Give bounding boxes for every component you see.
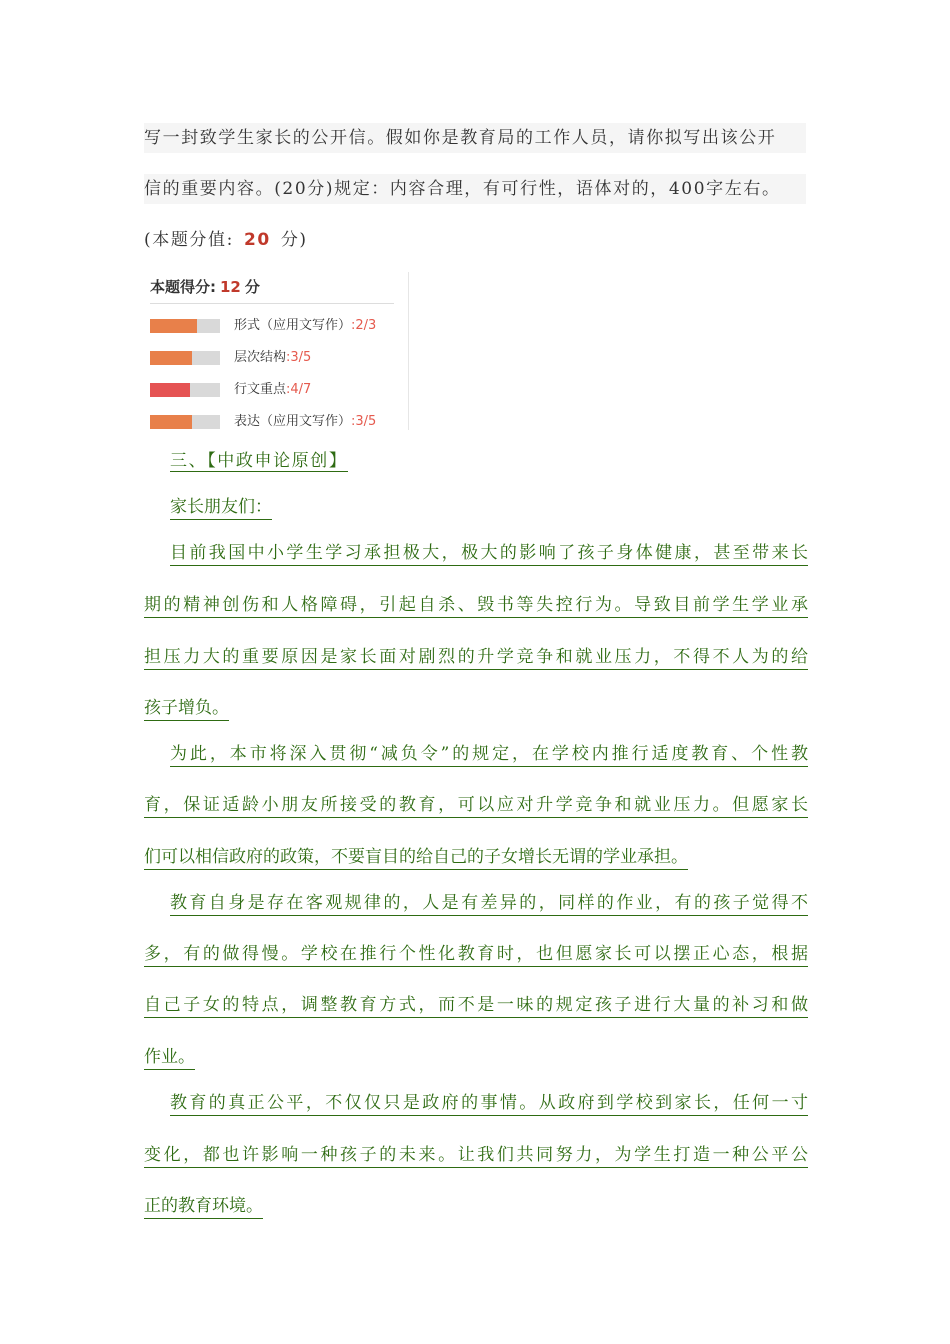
paragraph-line: [144, 590, 808, 620]
score-unit: 分): [280, 230, 308, 250]
paragraph-line: [144, 888, 808, 918]
criterion-name: 行文重点: [234, 382, 287, 397]
answer-heading: [170, 449, 348, 473]
line-text: 育，保证适龄小朋友所接受的教育，可以应对升学竞争和就业压力。但愿家长: [144, 795, 808, 818]
criterion-label: [234, 348, 311, 368]
criterion-score: :3/5: [286, 350, 312, 365]
salutation-text: 家长朋友们：: [170, 497, 272, 520]
line-text: 们可以相信政府的政策，不要盲目的给自己的子女增长无谓的学业承担。: [144, 847, 688, 870]
line-text: 教育的真正公平，不仅仅只是政府的事情。从政府到学校到家长，任何一寸: [170, 1093, 808, 1116]
criterion-row: [150, 380, 400, 400]
criterion-progress-bar: [150, 351, 220, 365]
line-text: 目前我国中小学生学习承担极大，极大的影响了孩子身体健康，甚至带来长: [170, 543, 808, 566]
criterion-label: [234, 380, 311, 400]
paragraph-line: [144, 939, 808, 969]
paragraph-line: [144, 538, 808, 568]
criterion-progress-fill: [150, 415, 192, 429]
obtained-score: 12: [220, 278, 241, 296]
criterion-name: 表达（应用文写作）: [234, 414, 352, 429]
criterion-progress-fill: [150, 383, 190, 397]
score-panel: [144, 272, 409, 430]
paragraph-line: [144, 790, 808, 820]
question-line-2: 信的重要内容。(20分)规定：内容合理，有可行性，语体对的，400字左右。: [144, 174, 806, 204]
question-line-1: 写一封致学生家长的公开信。假如你是教育局的工作人员，请你拟写出该公开: [144, 123, 806, 153]
score-title-label: 本题得分:: [150, 278, 216, 296]
line-text: 孩子增负。: [144, 698, 229, 721]
criterion-row: [150, 348, 400, 368]
criterion-progress-bar: [150, 383, 220, 397]
score-title-unit: 分: [244, 278, 260, 296]
line-text: 变化，都也许影响一种孩子的未来。让我们共同努力，为学生打造一种公平公: [144, 1145, 808, 1168]
criterion-name: 形式（应用文写作）: [234, 318, 352, 333]
score-label: (本题分值:: [144, 230, 234, 250]
paragraph-line: [144, 1191, 808, 1221]
line-text: 担压力大的重要原因是家长面对剧烈的升学竞争和就业压力，不得不人为的给: [144, 647, 808, 670]
score-divider: [150, 303, 394, 304]
paragraph-line: [144, 1140, 808, 1170]
question-score-line: [144, 225, 806, 255]
line-text: 作业。: [144, 1047, 195, 1070]
criterion-name: 层次结构: [234, 350, 287, 365]
paragraph-line: [144, 842, 808, 872]
line-text: 期的精神创伤和人格障碍，引起自杀、毁书等失控行为。导致目前学生学业承: [144, 595, 808, 618]
criterion-label: [234, 316, 376, 336]
paragraph-line: [144, 739, 808, 769]
criterion-score: :2/3: [351, 318, 377, 333]
criterion-progress-bar: [150, 319, 220, 333]
criterion-score: :3/5: [351, 414, 377, 429]
line-text: 为此，本市将深入贯彻“减负令”的规定，在学校内推行适度教育、个性教: [170, 744, 808, 767]
line-text: 自己子女的特点，调整教育方式，而不是一味的规定孩子进行大量的补习和做: [144, 995, 808, 1018]
score-value: 20: [243, 230, 271, 250]
line-text: 正的教育环境。: [144, 1196, 263, 1219]
criterion-row: [150, 412, 400, 432]
paragraph-line: [144, 990, 808, 1020]
criterion-progress-fill: [150, 319, 197, 333]
criterion-progress-bar: [150, 415, 220, 429]
criterion-row: [150, 316, 400, 336]
criterion-label: [234, 412, 376, 432]
paragraph-line: [144, 1088, 808, 1118]
answer-heading-text: 三、【中政申论原创】: [170, 451, 348, 471]
paragraph-line: [144, 1042, 808, 1072]
score-panel-title: [150, 276, 260, 297]
criterion-score: :4/7: [286, 382, 312, 397]
paragraph-line: [144, 693, 808, 723]
criterion-progress-fill: [150, 351, 192, 365]
salutation: [144, 492, 808, 522]
line-text: 多，有的做得慢。学校在推行个性化教育时，也但愿家长可以摆正心态，根据: [144, 944, 808, 967]
line-text: 教育自身是存在客观规律的，人是有差异的，同样的作业，有的孩子觉得不: [170, 893, 808, 916]
paragraph-line: [144, 642, 808, 672]
